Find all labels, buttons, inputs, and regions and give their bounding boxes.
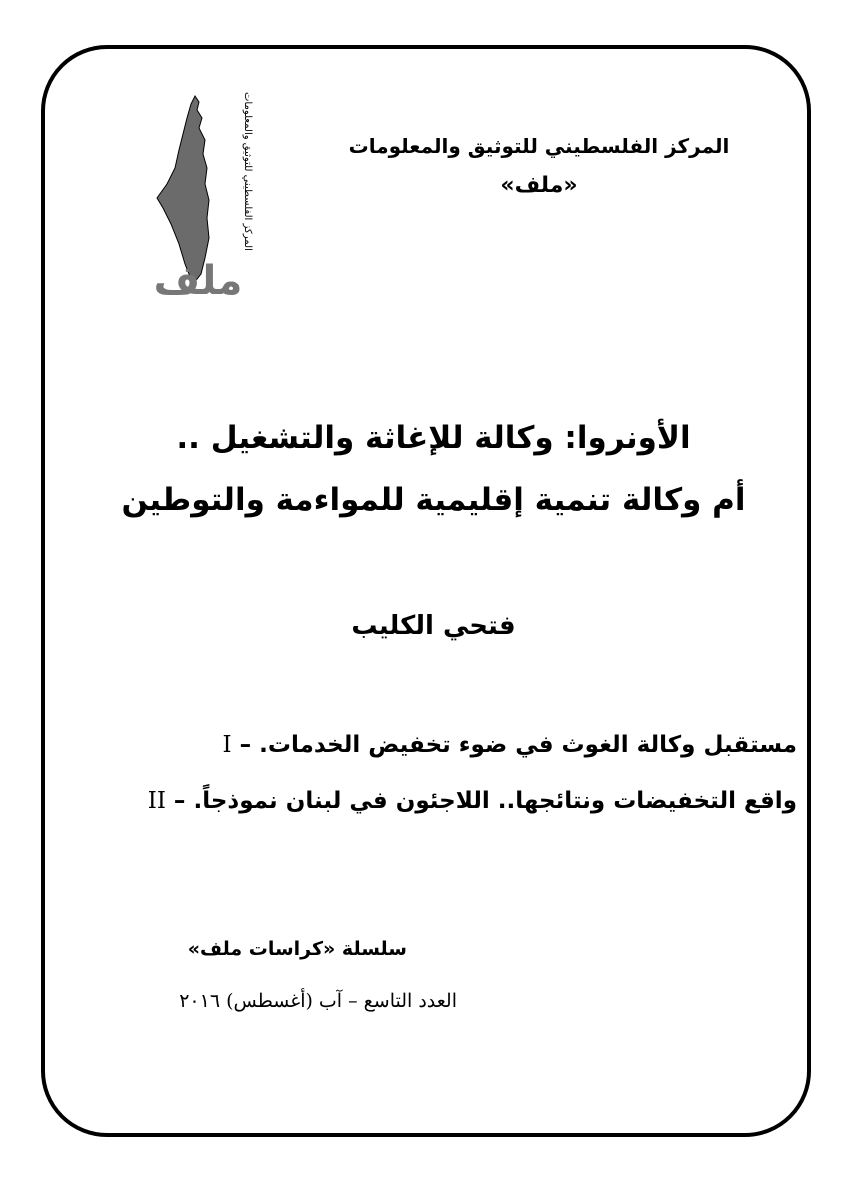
series-name: سلسلة «كراسات ملف» [187, 938, 407, 960]
organization-header [329, 126, 749, 206]
palestine-map-logo [127, 88, 269, 304]
organization-name: المركز الفلسطيني للتوثيق والمعلومات [348, 134, 730, 158]
section-item-2: واقع التخفيضات ونتائجها.. اللاجئون في لبنان نموذجاً. – II [147, 788, 797, 814]
organization-short-name: «ملف» [500, 173, 578, 198]
logo-wordmark: ملف [153, 258, 243, 304]
logo-vertical-text: المركز الفلسطيني للتوثيق والمعلومات [242, 92, 253, 251]
section-item-numeral: II [147, 788, 166, 814]
section-item-1: مستقبل وكالة الغوث في ضوء تخفيض الخدمات. – I [222, 732, 797, 758]
author-name: فتحي الكليب [351, 611, 516, 641]
issue-date: العدد التاسع – آب (أغسطس) ٢٠١٦ [179, 990, 457, 1012]
section-item-text: واقع التخفيضات ونتائجها.. اللاجئون في لبنان نموذجاً. [193, 788, 797, 814]
section-item-numeral: I [222, 732, 232, 758]
title-line-1: الأونروا: وكالة للإغاثة والتشغيل .. [176, 420, 691, 456]
title-line-2: أم وكالة تنمية إقليمية للمواءمة والتوطين [121, 482, 746, 518]
map-shape-icon [157, 96, 209, 284]
section-item-text: مستقبل وكالة الغوث في ضوء تخفيض الخدمات. [259, 732, 797, 758]
